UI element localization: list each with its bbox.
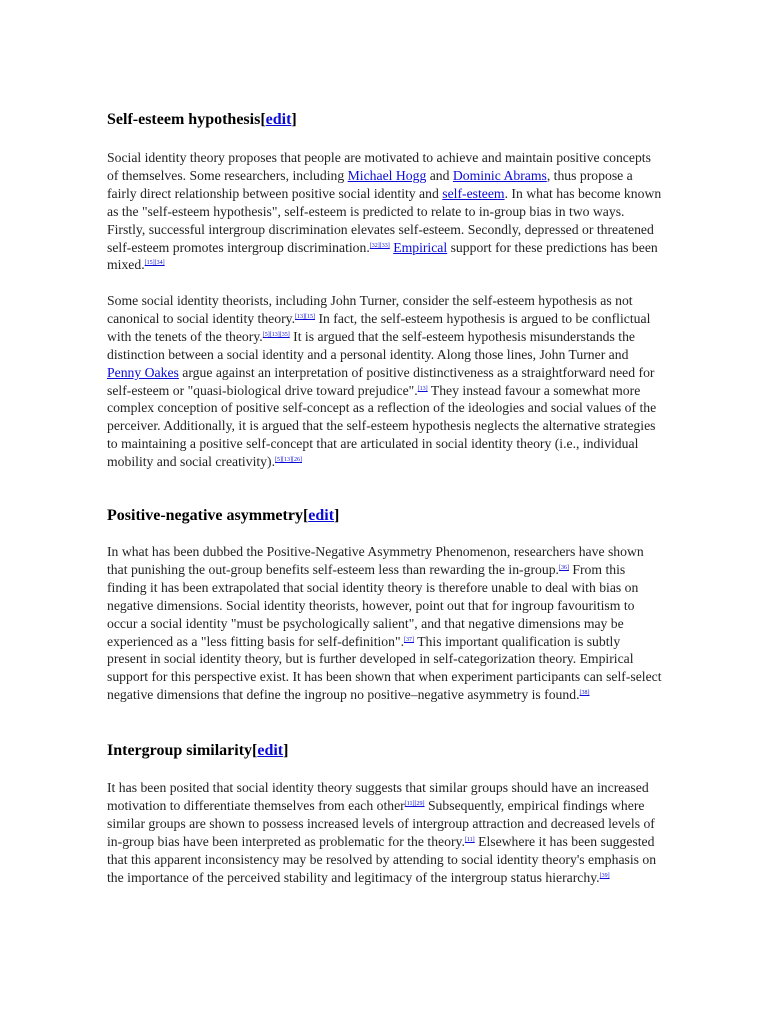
citation-ref[interactable]: [36] [558,564,569,571]
section-heading-intergroup-similarity: Intergroup similarity[edit] [107,742,289,759]
citation-ref[interactable]: [5][13][35] [262,331,290,338]
citation-ref[interactable]: [38] [579,690,590,697]
link-empirical[interactable]: Empirical [393,239,448,255]
paragraph: Social identity theory proposes that people are motivated to achieve and maintain positive concepts of themselves. Some researchers, including Michael Hogg and Dominic Abrams, thus propose a fairly direct relationship between positive social identity and self-esteem. In what has become known as the "self-esteem hypothesis", self-esteem is predicted to relate to in-group bias in two ways. Firstly, successful intergroup discrimination elevates self-esteem. Secondly, depressed or threatened self-esteem promotes intergroup discrimination.[32][33] Empirical support for these predictions has been mixed.[15][34] [107,150,662,273]
section-heading-positive-negative-asymmetry: Positive-negative asymmetry[edit] [107,507,340,524]
paragraph: In what has been dubbed the Positive-Negative Asymmetry Phenomenon, researchers have shown that punishing the out-group benefits self-esteem less than rewarding the in-group.[36] From this finding it has been extrapolated that social identity theory is therefore unable to deal with bias on negative dimensions. Social identity theorists, however, point out that for ingroup favouritism to occur a social identity "must be psychologically salient", and that negative dimensions may be experienced as a "less fitting basis for self-definition".[37] This important qualification is subtly present in social identity theory, but is further developed in self-categorization theory. Empirical support for this perspective exist. It has been shown that when experiment participants can self-select negative dimensions that define the ingroup no positive–negative asymmetry is found.[38] [107,544,662,703]
citation-ref[interactable]: [13][15] [295,313,316,320]
edit-link[interactable]: edit [265,111,292,128]
link-michael-hogg[interactable]: Michael Hogg [347,167,427,183]
section-title: Positive-negative asymmetry [107,507,303,524]
citation-ref[interactable]: [11] [464,836,475,843]
link-penny-oakes[interactable]: Penny Oakes [107,364,179,380]
paragraph: Some social identity theorists, including John Turner, consider the self-esteem hypothesis as not canonical to social identity theory.[13][15] In fact, the self-esteem hypothesis is argued to be conflictual with the tenets of the theory.[5][13][35] It is argued that the self-esteem hypothesis misunderstands the distinction between a social identity and a personal identity. Along those lines, John Turner and Penny Oakes argue against an interpretation of positive distinctiveness as a straightforward need for self-esteem or "quasi-biological drive toward prejudice".[13] They instead favour a somewhat more complex conception of positive self-concept as a reflection of the ideologies and social values of the perceiver. Additionally, it is argued that the self-esteem hypothesis neglects the alternative strategies to maintaining a positive self-concept that are articulated in social identity theory (i.e., individual mobility and social creativity).[5][13][26] [107,293,657,470]
section-title: Intergroup similarity [107,742,253,759]
paragraph: It has been posited that social identity theory suggests that similar groups should have an increased motivation to differentiate themselves from each other[11][29] Subsequently, empirical findings where similar groups are shown to possess increased levels of intergroup attraction and decreased levels of in-group bias have been interpreted as problematic for the theory.[11] Elsewhere it has been suggested that this apparent inconsistency may be resolved by attending to social identity theory's emphasis on the importance of the perceived stability and legitimacy of the intergroup status hierarchy.[39] [107,780,657,885]
citation-ref[interactable]: [32][33] [369,242,390,249]
link-dominic-abrams[interactable]: Dominic Abrams [452,167,547,183]
section-title: Self-esteem hypothesis [107,111,261,128]
citation-ref[interactable]: [37] [404,636,415,643]
link-self-esteem[interactable]: self-esteem [442,185,505,201]
section-heading-self-esteem-hypothesis: Self-esteem hypothesis[edit] [107,111,297,128]
citation-ref[interactable]: [15][34] [144,260,165,267]
citation-ref[interactable]: [11][29] [404,800,425,807]
edit-link[interactable]: edit [308,507,335,524]
citation-ref[interactable]: [5][13][26] [275,457,303,464]
citation-ref[interactable]: [39] [599,872,610,879]
citation-ref[interactable]: [13] [417,385,428,392]
edit-link[interactable]: edit [257,742,284,759]
